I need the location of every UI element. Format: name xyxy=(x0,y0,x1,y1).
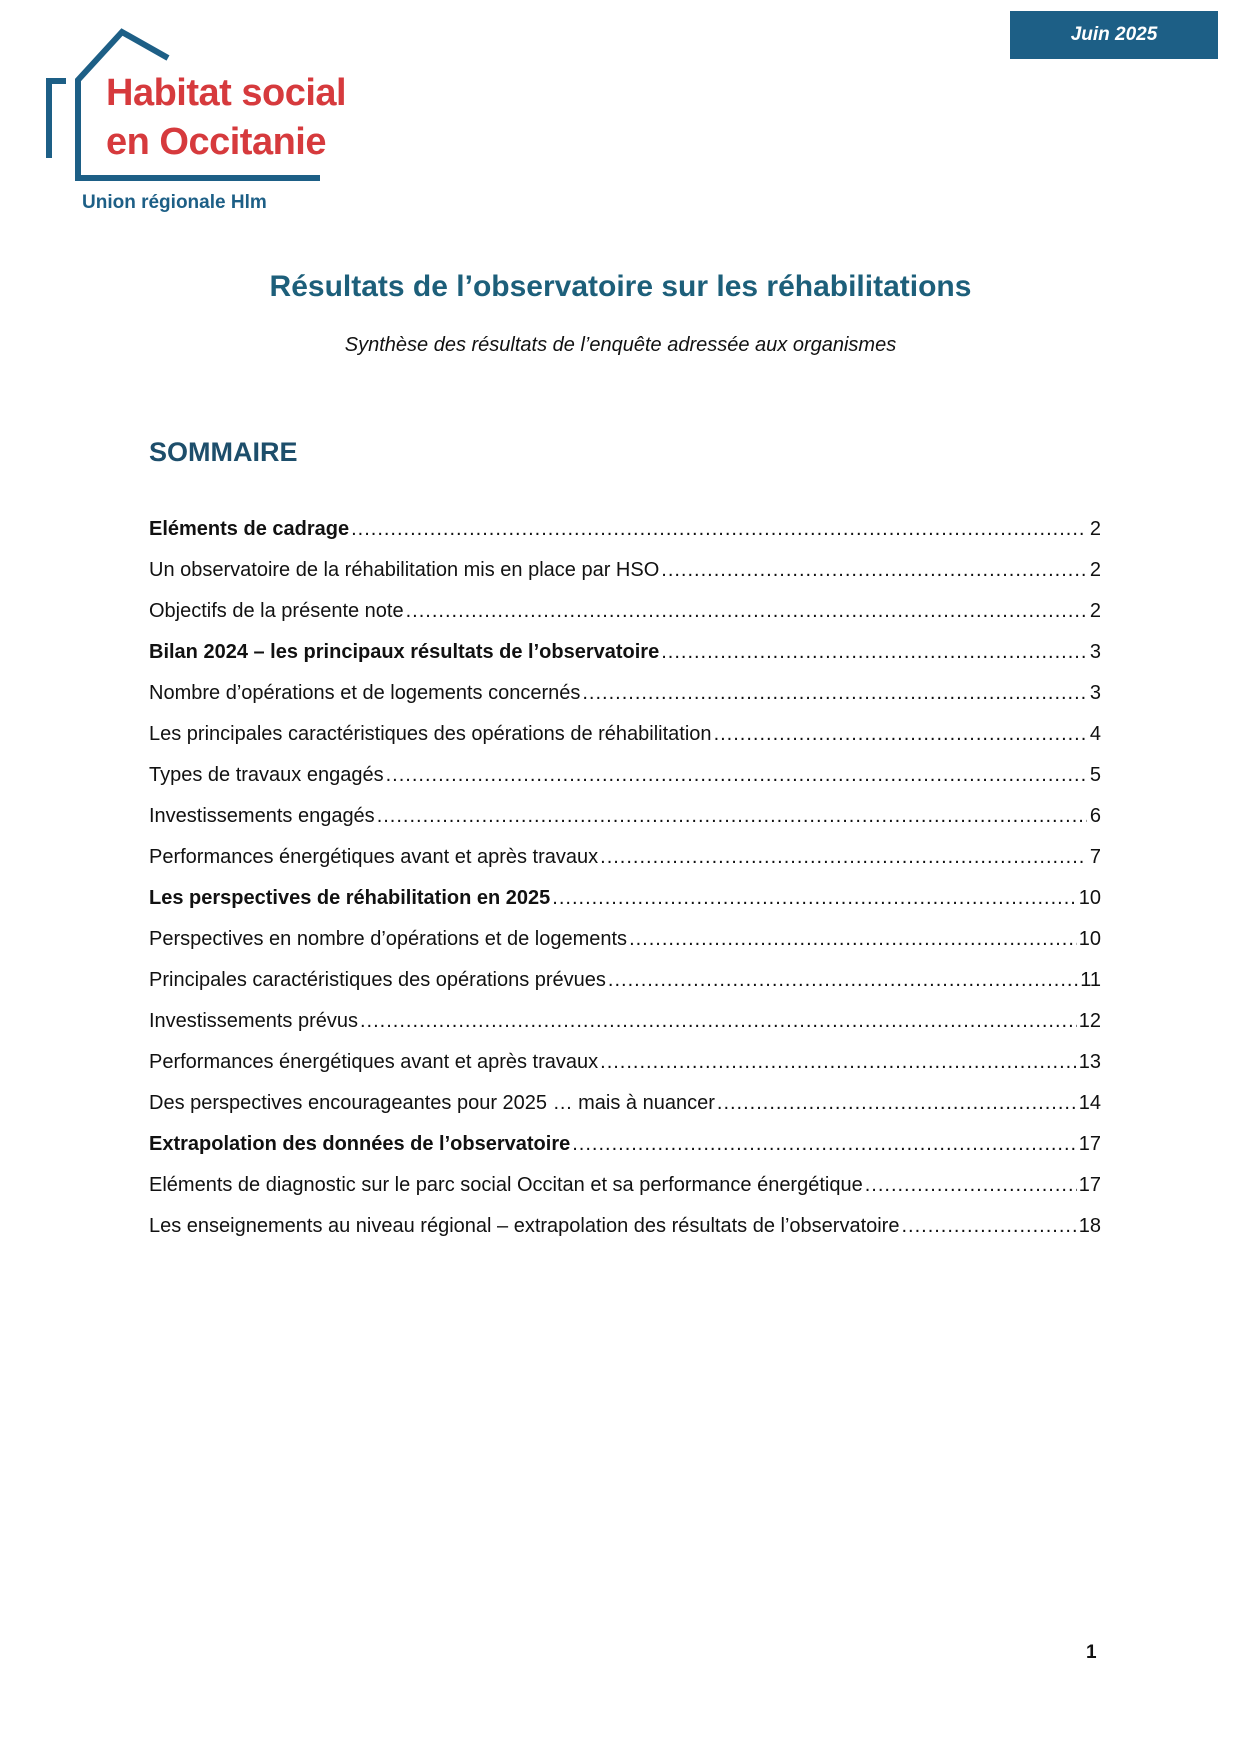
toc-entry[interactable] xyxy=(149,1215,1101,1256)
toc-entry[interactable] xyxy=(149,1133,1101,1174)
toc-entry[interactable] xyxy=(149,969,1101,1010)
toc-entry-title[interactable]: Nombre d’opérations et de logements concernés xyxy=(149,682,581,704)
toc-entry[interactable] xyxy=(149,641,1101,682)
toc-entry[interactable] xyxy=(149,805,1101,846)
toc-entry-page[interactable]: 6 xyxy=(1089,805,1101,827)
toc-entry[interactable] xyxy=(149,846,1101,887)
toc-leader-dots xyxy=(865,1174,1077,1197)
toc-entry-page[interactable]: 12 xyxy=(1078,1010,1101,1032)
toc-entry-page[interactable]: 10 xyxy=(1078,928,1101,950)
toc-entry-page[interactable]: 2 xyxy=(1089,559,1101,581)
toc-leader-dots xyxy=(901,1215,1076,1238)
toc-entry-page[interactable]: 3 xyxy=(1089,682,1101,704)
logo xyxy=(46,26,366,221)
toc-entry[interactable] xyxy=(149,1174,1101,1215)
toc-leader-dots xyxy=(600,846,1087,869)
toc-entry[interactable] xyxy=(149,518,1101,559)
logo-line-1: Habitat social xyxy=(106,72,347,114)
document-title: Résultats de l’observatoire sur les réhabilitations xyxy=(269,270,972,303)
toc-leader-dots xyxy=(406,600,1087,623)
toc-entry-page[interactable]: 2 xyxy=(1089,518,1101,540)
toc-leader-dots xyxy=(386,764,1087,787)
toc-entry-title[interactable]: Les perspectives de réhabilitation en 2025 xyxy=(149,887,551,909)
table-of-contents xyxy=(149,518,1101,1256)
toc-entry-page[interactable]: 5 xyxy=(1089,764,1101,786)
toc-entry-page[interactable]: 2 xyxy=(1089,600,1101,622)
toc-entry-page[interactable]: 11 xyxy=(1080,969,1101,991)
toc-entry-title[interactable]: Des perspectives encourageantes pour 2025 … mais à nuancer xyxy=(149,1092,715,1114)
toc-entry-title[interactable]: Eléments de cadrage xyxy=(149,518,350,540)
toc-entry-page[interactable]: 13 xyxy=(1078,1051,1101,1073)
toc-leader-dots xyxy=(552,887,1076,910)
toc-leader-dots xyxy=(572,1133,1077,1156)
toc-entry-title[interactable]: Les principales caractéristiques des opérations de réhabilitation xyxy=(149,723,712,745)
toc-leader-dots xyxy=(661,559,1087,582)
toc-entry-title[interactable]: Perspectives en nombre d’opérations et de logements xyxy=(149,928,628,950)
toc-entry-page[interactable]: 14 xyxy=(1078,1092,1101,1114)
toc-entry-title[interactable]: Bilan 2024 – les principaux résultats de l’observatoire xyxy=(149,641,660,663)
document-subtitle: Synthèse des résultats de l’enquête adressée aux organismes xyxy=(344,334,897,356)
toc-leader-dots xyxy=(377,805,1087,828)
date-badge: Juin 2025 xyxy=(1010,11,1218,59)
toc-leader-dots xyxy=(351,518,1087,541)
toc-leader-dots xyxy=(714,723,1087,746)
toc-entry[interactable] xyxy=(149,723,1101,764)
toc-entry-page[interactable]: 3 xyxy=(1089,641,1101,663)
toc-entry[interactable] xyxy=(149,887,1101,928)
toc-entry-page[interactable]: 17 xyxy=(1078,1133,1101,1155)
toc-entry-title[interactable]: Objectifs de la présente note xyxy=(149,600,404,622)
toc-entry-title[interactable]: Eléments de diagnostic sur le parc social Occitan et sa performance énergétique xyxy=(149,1174,863,1196)
toc-entry-title[interactable]: Types de travaux engagés xyxy=(149,764,384,786)
toc-leader-dots xyxy=(582,682,1087,705)
toc-entry[interactable] xyxy=(149,1051,1101,1092)
toc-entry[interactable] xyxy=(149,559,1101,600)
toc-leader-dots xyxy=(600,1051,1077,1074)
toc-entry-page[interactable]: 4 xyxy=(1089,723,1101,745)
toc-leader-dots xyxy=(629,928,1077,951)
toc-leader-dots xyxy=(608,969,1078,992)
toc-entry-page[interactable]: 18 xyxy=(1078,1215,1101,1237)
toc-entry[interactable] xyxy=(149,1092,1101,1133)
toc-entry-page[interactable]: 10 xyxy=(1078,887,1101,909)
toc-entry-title[interactable]: Performances énergétiques avant et après travaux xyxy=(149,1051,599,1073)
toc-leader-dots xyxy=(360,1010,1077,1033)
toc-leader-dots xyxy=(717,1092,1077,1115)
toc-entry[interactable] xyxy=(149,764,1101,805)
toc-entry-title[interactable]: Performances énergétiques avant et après travaux xyxy=(149,846,599,868)
logo-subtitle: Union régionale Hlm xyxy=(82,192,267,213)
toc-entry[interactable] xyxy=(149,1010,1101,1051)
toc-entry[interactable] xyxy=(149,682,1101,723)
toc-entry-title[interactable]: Investissements prévus xyxy=(149,1010,358,1032)
toc-entry[interactable] xyxy=(149,600,1101,641)
toc-entry-title[interactable]: Un observatoire de la réhabilitation mis en place par HSO xyxy=(149,559,660,581)
toc-entry-title[interactable]: Les enseignements au niveau régional – extrapolation des résultats de l’observatoire xyxy=(149,1215,900,1237)
toc-entry[interactable] xyxy=(149,928,1101,969)
toc-heading: SOMMAIRE xyxy=(149,437,298,467)
logo-line-2: en Occitanie xyxy=(106,121,326,163)
toc-entry-title[interactable]: Extrapolation des données de l’observatoire xyxy=(149,1133,571,1155)
toc-entry-title[interactable]: Investissements engagés xyxy=(149,805,375,827)
toc-entry-page[interactable]: 17 xyxy=(1078,1174,1101,1196)
page-number: 1 xyxy=(1086,1642,1097,1663)
toc-entry-title[interactable]: Principales caractéristiques des opérations prévues xyxy=(149,969,606,991)
toc-entry-page[interactable]: 7 xyxy=(1089,846,1101,868)
toc-leader-dots xyxy=(661,641,1087,664)
